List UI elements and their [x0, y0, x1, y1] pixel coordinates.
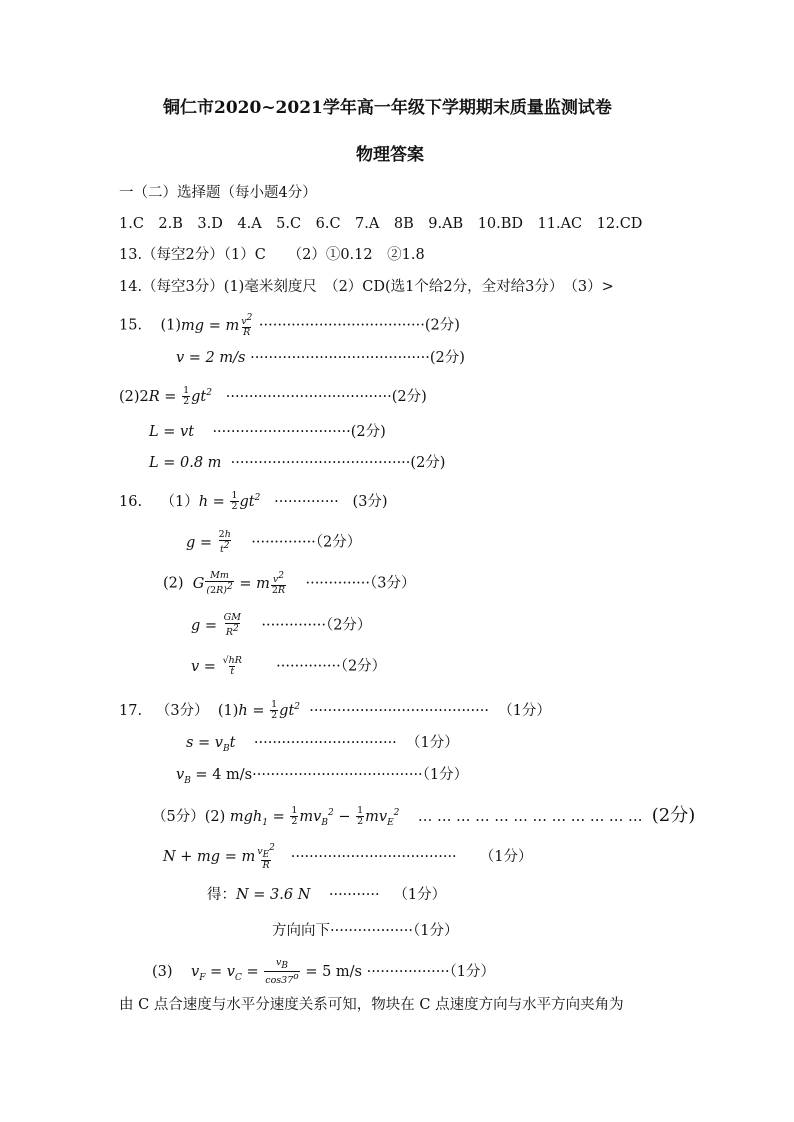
score: （2分） — [340, 658, 387, 675]
q17-line2 — [186, 733, 459, 759]
q16-eq3: G $\frac{Mm}{(2R)^2}$ = m $\frac{v^2}{2R}$ — [192, 570, 286, 597]
leader-dots: ······························ — [212, 424, 351, 440]
score: (2分) — [424, 317, 460, 334]
leader-dots: ·············· — [251, 534, 316, 551]
leader-dots: ·············· — [274, 493, 339, 510]
score: （1分） — [406, 735, 459, 751]
score: (2分) — [651, 804, 696, 826]
q16-line5 — [191, 656, 386, 677]
score: （1分） — [449, 964, 496, 981]
q14-answer: 14.（每空3分）(1)毫米刻度尺 （2）CD(选1个给2分，全对给3分） （3）> — [119, 279, 614, 295]
q17-part3: (3) — [152, 964, 173, 981]
q17-number: 17. — [119, 702, 143, 719]
leader-dots: ······································· — [230, 455, 411, 471]
q15-line1 — [119, 313, 460, 338]
q17-points: （3分） — [155, 702, 209, 719]
q15-eq4: L = vt — [149, 424, 195, 440]
q17-part2: （5分）(2) — [152, 808, 226, 825]
page-subtitle: 物理答案 — [356, 145, 424, 165]
q16-line3 — [163, 571, 416, 596]
q15-eq2: v = 2 m/s — [176, 350, 246, 366]
q17-eq5: N + mg = m $\frac{v_E^2}{R}$ — [163, 843, 275, 872]
leader-dots: ······································· — [309, 702, 489, 719]
closing-text: 由 C 点合速度与水平分速度关系可知，物块在 C 点速度方向与水平方向夹角为 — [119, 997, 624, 1013]
score: (3分) — [352, 493, 388, 510]
leader-dots: ···································· — [258, 317, 425, 334]
leader-dots: … … … … … … … … … … … … — [417, 808, 648, 825]
q15-line5 — [149, 453, 445, 473]
q16-eq2: g = $\frac{2h}{t^2}$ — [186, 529, 231, 556]
score: （1分） — [422, 767, 469, 783]
leader-dots: ···································· — [225, 388, 392, 405]
leader-dots: ·············· — [261, 617, 326, 634]
leader-dots: ······························· — [253, 735, 397, 751]
q17-direction: 方向向下 — [272, 923, 330, 939]
q16-part1: （1） — [160, 493, 199, 510]
score: （3分） — [370, 575, 416, 592]
score: (2分) — [429, 350, 465, 366]
q15-eq3: 2R = $\frac{1}{2}$ $gt^2$ — [139, 385, 212, 408]
q15-eq5: L = 0.8 m — [149, 455, 222, 471]
q17-eq6: N = 3.6 N — [236, 887, 311, 903]
q16-eq1: h = $\frac{1}{2}$ $gt^2$ — [198, 490, 261, 513]
leader-dots: ·············· — [276, 658, 341, 675]
q15-number: 15. — [119, 317, 143, 334]
q17-part1: (1) — [217, 702, 239, 719]
q17-line5 — [163, 843, 532, 871]
q16-eq5: v = $\frac{√hR}{t}$ — [191, 655, 242, 677]
q15-part2: (2) — [119, 388, 140, 405]
q16-number: 16. — [119, 493, 143, 510]
leader-dots: ·················· — [330, 923, 413, 939]
q17-eq1: h = $\frac{1}{2}$ $gt^2$ — [238, 699, 300, 722]
section-choice-heading: 一（二）选择题（每小题4分） — [119, 185, 317, 201]
q17-line1 — [119, 697, 551, 721]
q17-eq2: $s = v_Bt$ — [186, 735, 236, 754]
leader-dots: ··········· — [328, 887, 380, 903]
score: （2分） — [315, 534, 362, 551]
score: (2分) — [410, 455, 446, 471]
leader-dots: ····································· — [252, 767, 423, 783]
leader-dots: ······································· — [250, 350, 430, 366]
q17-line6 — [207, 885, 446, 905]
q17-eq4: mgh$_1$ = $\frac{1}{2}$ $mv_B^2$ − $\frac{1}{2}$ $mv_E^2$ — [229, 805, 400, 828]
leader-dots: ·················· — [366, 964, 450, 981]
score: （1分） — [412, 923, 459, 939]
score: (2分) — [391, 388, 427, 405]
q16-eq4: g = $\frac{GM}{R^2}$ — [191, 612, 241, 639]
score: （2分） — [325, 617, 372, 634]
q17-line4 — [152, 803, 695, 833]
q17-line7 — [272, 921, 458, 941]
leader-dots: ·············· — [305, 575, 371, 592]
q17-eq3: $v_B = 4$ m/s — [176, 767, 253, 786]
q16-line1 — [119, 488, 388, 512]
q15-line2 — [176, 348, 465, 368]
q15-line3 — [119, 383, 427, 407]
q16-line2 — [186, 530, 361, 555]
q17-eq8: $v_F = v_C$ = $\frac{v_B}{\cos 37^o}$ = 5 m/s — [190, 957, 362, 987]
q17-line8 — [152, 958, 495, 988]
q13-answer: 13.（每空2分）（1）C （2）①0.12 ②1.8 — [119, 247, 425, 263]
score: （1分） — [498, 702, 551, 719]
q16-part2: (2) — [163, 575, 184, 592]
q16-line4 — [191, 613, 371, 638]
q15-part1: (1) — [160, 317, 182, 334]
score: (2分) — [350, 424, 386, 440]
score: （1分） — [479, 849, 533, 866]
q17-result-prefix: 得： — [207, 887, 236, 903]
score: （1分） — [393, 887, 447, 903]
q17-line3 — [176, 765, 468, 791]
page-title: 铜仁市2020~2021学年高一年级下学期期末质量监测试卷 — [163, 98, 612, 118]
choice-answers: 1.C 2.B 3.D 4.A 5.C 6.C 7.A 8B 9.AB 10.BD 11.AC 12.CD — [119, 216, 643, 232]
q15-eq1: mg = m $\frac{v^2}{R}$ — [181, 313, 253, 339]
leader-dots: ···································· — [290, 849, 457, 866]
q15-line4 — [149, 422, 386, 442]
